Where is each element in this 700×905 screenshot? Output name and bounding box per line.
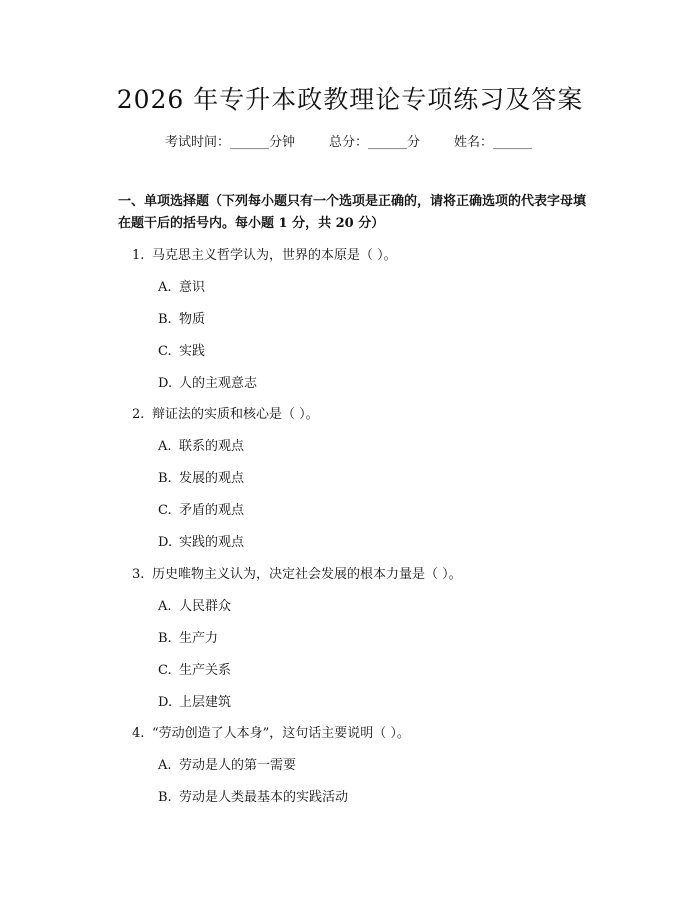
question-text: “劳动创造了人本身”，这句话主要说明（ ）。 [152, 726, 410, 741]
option-text: 实践 [179, 344, 206, 359]
question-4 [132, 722, 410, 741]
option-text: 人民群众 [179, 599, 232, 614]
option-text: 生产关系 [179, 663, 232, 678]
question-text: 历史唯物主义认为，决定社会发展的根本力量是（ ）。 [152, 567, 462, 582]
option-letter: A. [158, 599, 172, 614]
question-text: 辩证法的实质和核心是（ ）。 [152, 407, 319, 422]
question-4-option-b [158, 786, 348, 805]
question-1 [132, 244, 397, 263]
question-text: 马克思主义哲学认为，世界的本原是（ ）。 [152, 248, 397, 263]
question-2-option-a [158, 435, 244, 454]
option-letter: A. [158, 280, 172, 295]
question-3 [132, 563, 462, 582]
question-3-option-c [158, 659, 231, 678]
option-letter: C. [158, 344, 172, 359]
option-text: 人的主观意志 [179, 376, 258, 391]
option-text: 矛盾的观点 [179, 503, 245, 518]
option-text: 发展的观点 [179, 471, 245, 486]
section-heading: 一、单项选择题（下列每小题只有一个选项是正确的，请将正确选项的代表字母填在题干后的括号内。每小题 1 分，共 20 分） [118, 194, 587, 231]
question-2-option-d [158, 531, 244, 550]
exam-time-field: 考试时间：______分钟 [165, 135, 296, 150]
question-3-option-d [158, 691, 231, 710]
document-title: 2026 年专升本政教理论专项练习及答案 [116, 85, 584, 114]
option-letter: D. [158, 695, 173, 710]
name-field: 姓名：______ [454, 135, 533, 150]
option-text: 劳动是人类最基本的实践活动 [179, 790, 349, 805]
option-letter: C. [158, 503, 172, 518]
question-number: 4. [132, 726, 145, 741]
option-text: 意识 [179, 280, 206, 295]
option-letter: A. [158, 758, 172, 773]
question-2 [132, 403, 319, 422]
question-1-option-c [158, 340, 205, 359]
option-letter: B. [158, 631, 172, 646]
question-1-option-d [158, 372, 257, 391]
question-number: 2. [132, 407, 145, 422]
question-3-option-b [158, 627, 218, 646]
question-1-option-b [158, 308, 205, 327]
question-2-option-b [158, 467, 244, 486]
option-text: 实践的观点 [179, 535, 245, 550]
total-score-field: 总分：______分 [329, 135, 421, 150]
question-4-option-a [158, 754, 296, 773]
option-letter: B. [158, 471, 172, 486]
exam-info-line [165, 131, 532, 150]
question-1-option-a [158, 276, 205, 295]
question-number: 3. [132, 567, 145, 582]
question-3-option-a [158, 595, 231, 614]
option-letter: D. [158, 535, 173, 550]
option-letter: B. [158, 790, 172, 805]
question-number: 1. [132, 248, 145, 263]
option-letter: D. [158, 376, 173, 391]
option-text: 生产力 [179, 631, 219, 646]
option-text: 物质 [179, 312, 206, 327]
option-text: 联系的观点 [179, 439, 245, 454]
question-2-option-c [158, 499, 244, 518]
option-letter: B. [158, 312, 172, 327]
option-text: 劳动是人的第一需要 [179, 758, 297, 773]
option-text: 上层建筑 [179, 695, 232, 710]
option-letter: A. [158, 439, 172, 454]
option-letter: C. [158, 663, 172, 678]
